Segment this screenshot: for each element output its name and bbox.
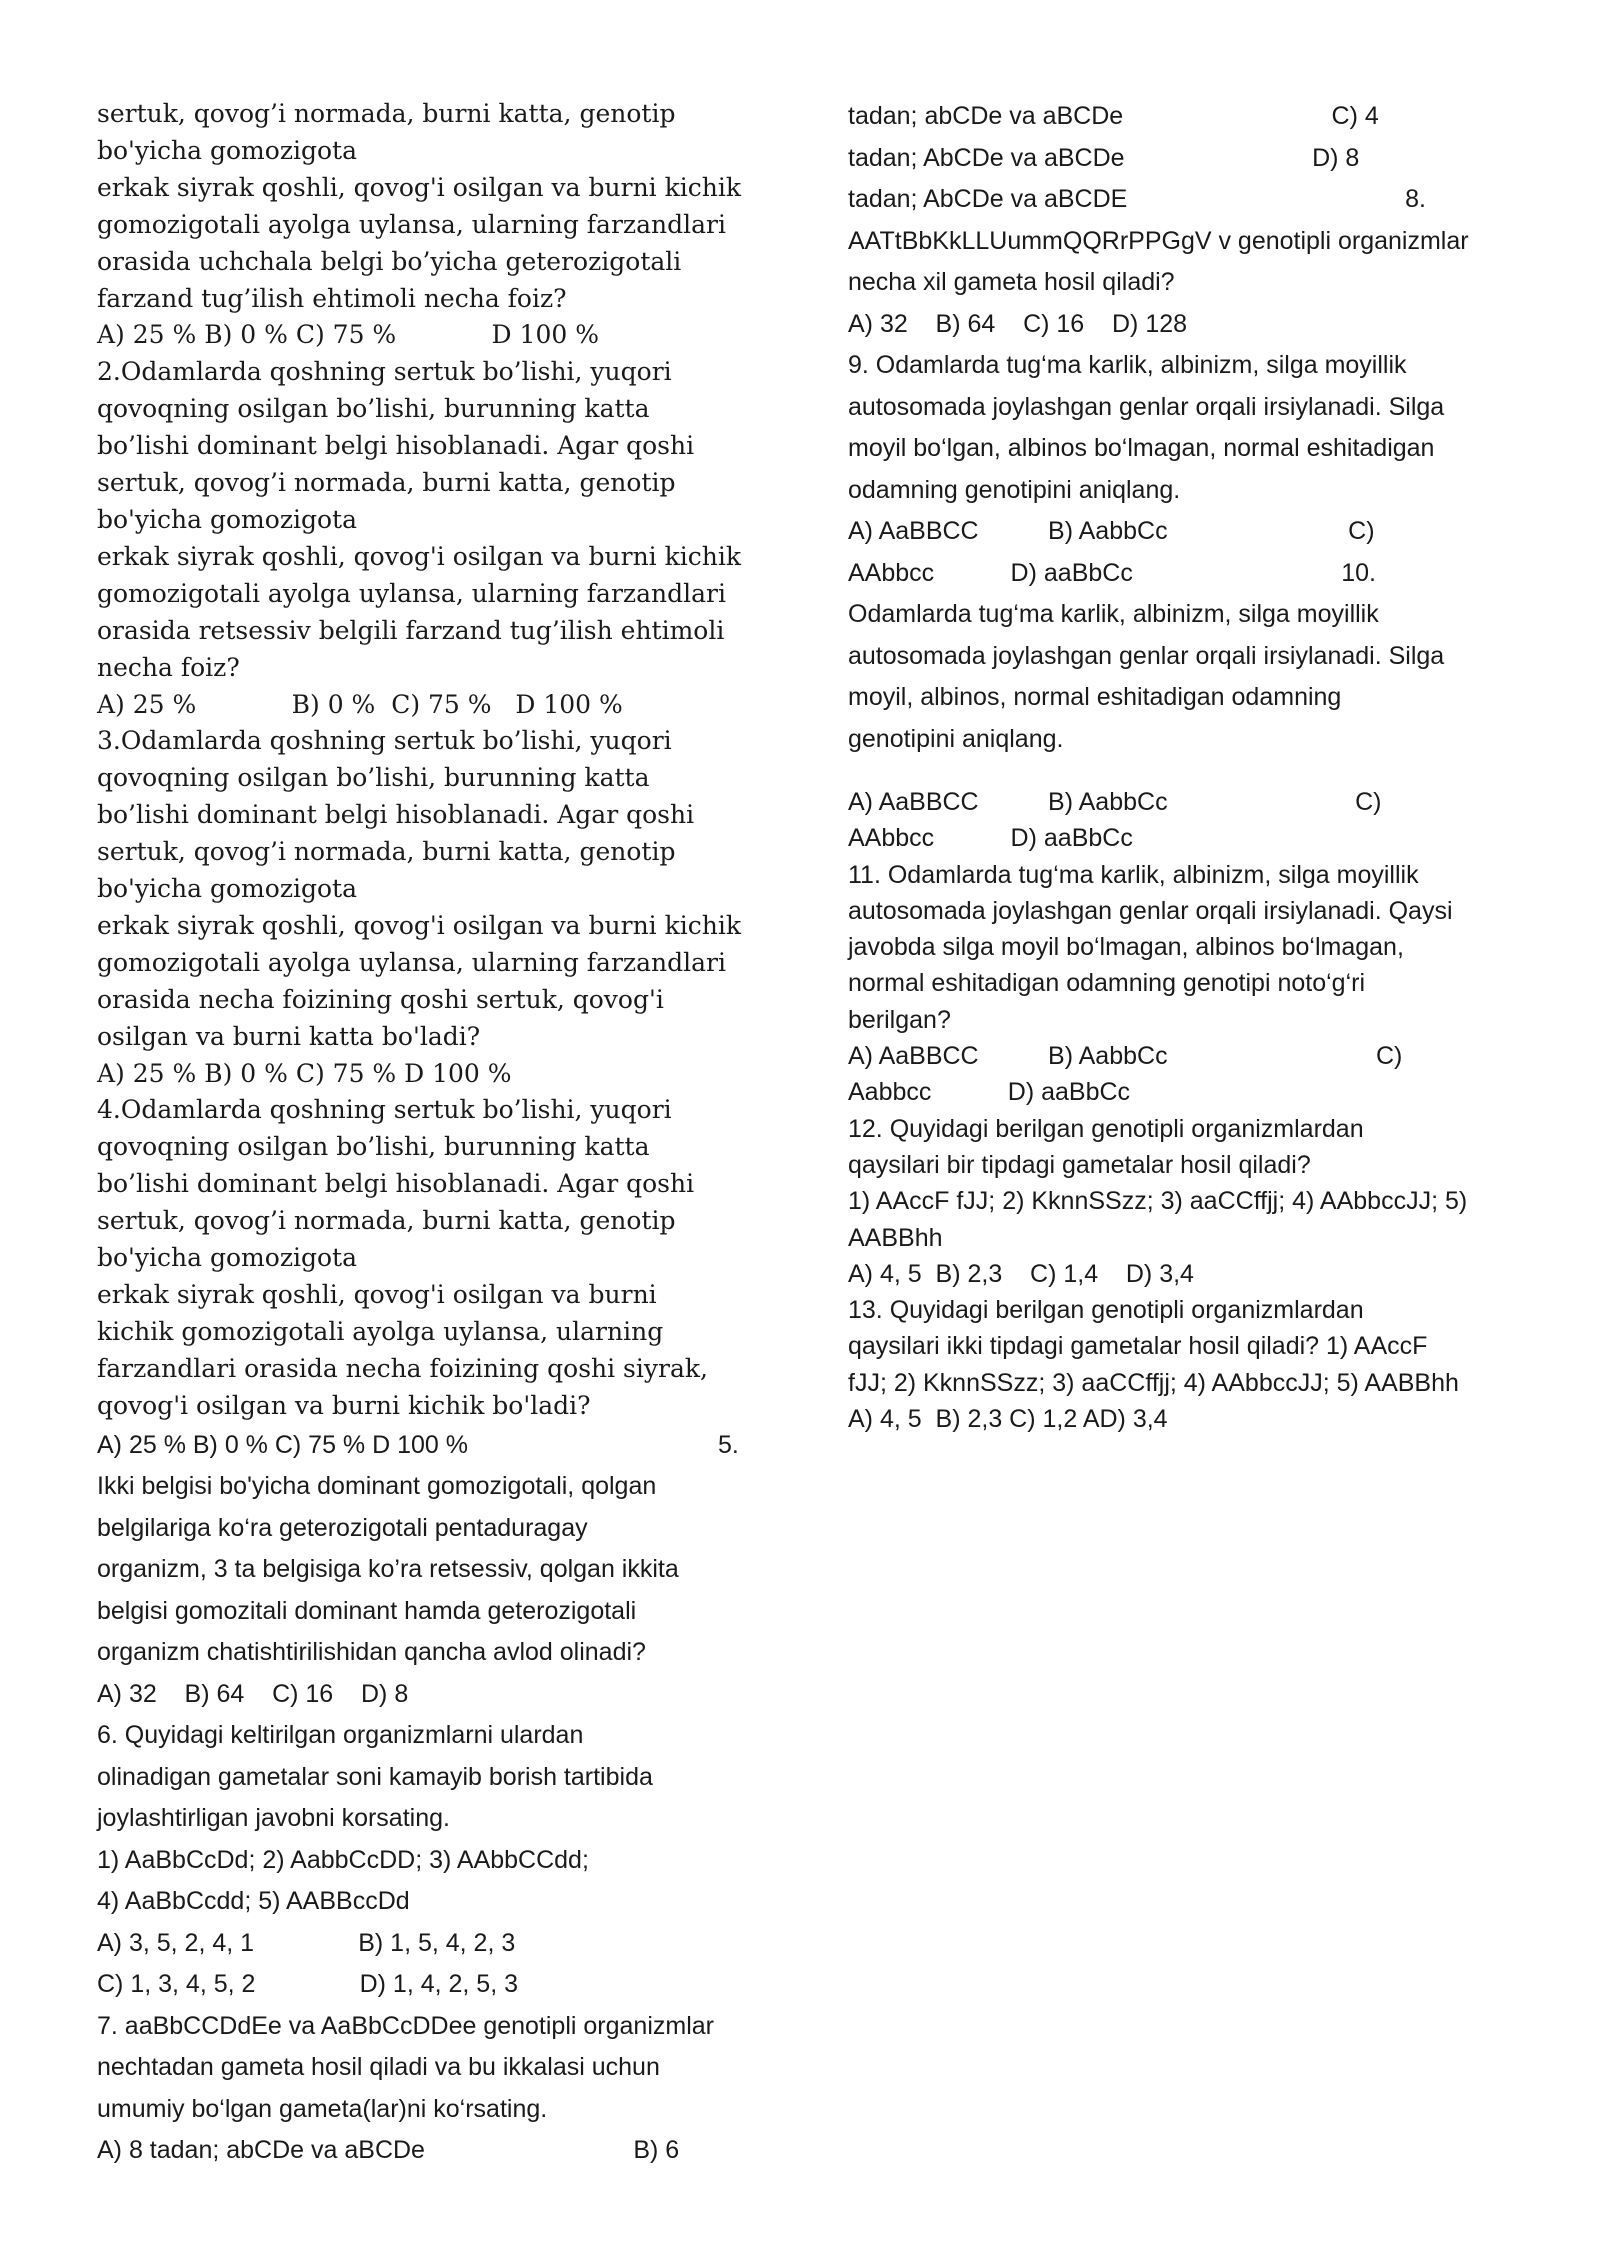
text-line: bo’lishi dominant belgi hisoblanadi. Agar qoshi bbox=[97, 431, 695, 461]
text-line: umumiy bo‘lgan gameta(lar)ni ko‘rsating. bbox=[97, 2094, 548, 2123]
text-line: joylashtirligan javobni korsating. bbox=[97, 1804, 450, 1833]
text-line: A) AaBBCC B) AabbCc C) bbox=[848, 1042, 1403, 1071]
text-line: A) 25 % B) 0 % C) 75 % D 100 % bbox=[97, 1058, 512, 1088]
text-line: bo'yicha gomozigota bbox=[97, 874, 357, 904]
text-line: kichik gomozigotali ayolga uylansa, ularning bbox=[97, 1316, 664, 1346]
text-line: necha foiz? bbox=[97, 652, 240, 682]
text-line: erkak siyrak qoshli, qovog'i osilgan va burni kichik bbox=[97, 541, 742, 571]
text-line: necha xil gameta hosil qiladi? bbox=[848, 268, 1175, 296]
text-line: 3.Odamlarda qoshning sertuk bo’lishi, yuqori bbox=[97, 726, 672, 756]
text-line: A) 32 B) 64 C) 16 D) 128 bbox=[848, 309, 1188, 338]
text-line: sertuk, qovog’i normada, burni katta, genotip bbox=[97, 99, 676, 128]
text-line: 13. Quyidagi berilgan genotipli organizmlardan bbox=[848, 1296, 1364, 1325]
text-line: 4) AaBbCcdd; 5) AABBccDd bbox=[97, 1887, 410, 1916]
text-line: belgisi gomozitali dominant hamda geterozigotali bbox=[97, 1596, 637, 1625]
text-line: 11. Odamlarda tug‘ma karlik, albinizm, silga moyillik bbox=[848, 860, 1419, 889]
text-line: Ikki belgisi bo'yicha dominant gomozigotali, qolgan bbox=[97, 1472, 657, 1501]
text-line: A) 25 % B) 0 % C) 75 % D 100 % 5. bbox=[97, 1430, 739, 1459]
text-line: AAbbcc D) aaBbCc bbox=[848, 824, 1133, 853]
text-line: erkak siyrak qoshli, qovog'i osilgan va burni bbox=[97, 1280, 657, 1309]
text-line: osilgan va burni katta bo'ladi? bbox=[97, 1021, 481, 1051]
text-line: normal eshitadigan odamning genotipi noto‘g‘ri bbox=[848, 969, 1366, 998]
left-sans-block bbox=[97, 1425, 757, 2172]
text-line: bo’lishi dominant belgi hisoblanadi. Agar qoshi bbox=[97, 1169, 695, 1199]
text-line: A) AaBBCC B) AabbCc C) bbox=[848, 517, 1375, 545]
text-line: 4.Odamlarda qoshning sertuk bo’lishi, yuqori bbox=[97, 1095, 672, 1125]
text-line: sertuk, qovog’i normada, burni katta, genotip bbox=[97, 1206, 676, 1236]
text-line: fJJ; 2) KknnSSzz; 3) aaCCffjj; 4) AAbbccJJ; 5) AABBhh bbox=[848, 1368, 1459, 1397]
text-line: tadan; AbCDe va aBCDE 8. bbox=[848, 185, 1427, 213]
text-line: belgilariga ko‘ra geterozigotali pentaduragay bbox=[97, 1513, 588, 1542]
text-line: A) AaBBCC B) AabbCc C) bbox=[848, 788, 1382, 816]
text-line: 6. Quyidagi keltirilgan organizmlarni ulardan bbox=[97, 1721, 584, 1750]
text-line: 7. aaBbCCDdEe va AaBbCcDDee genotipli organizmlar bbox=[97, 2011, 714, 2040]
text-line: A) 25 % B) 0 % C) 75 % D 100 % bbox=[97, 320, 599, 350]
text-line: berilgan? bbox=[848, 1005, 951, 1034]
text-line: qovoqning osilgan bo’lishi, burunning katta bbox=[97, 1132, 650, 1162]
text-line: AABBhh bbox=[848, 1223, 943, 1252]
right-wide-block bbox=[848, 96, 1508, 760]
text-line: moyil bo‘lgan, albinos bo‘lmagan, normal eshitadigan bbox=[848, 434, 1435, 462]
text-line: A) 32 B) 64 C) 16 D) 8 bbox=[97, 1679, 409, 1708]
text-line: C) 1, 3, 4, 5, 2 D) 1, 4, 2, 5, 3 bbox=[97, 1970, 519, 1999]
paragraph-gap bbox=[848, 760, 1508, 784]
text-line: qovoqning osilgan bo’lishi, burunning katta bbox=[97, 394, 650, 424]
text-line: 2.Odamlarda qoshning sertuk bo’lishi, yuqori bbox=[97, 357, 672, 387]
left-serif-block bbox=[97, 96, 757, 1425]
text-line: olinadigan gametalar soni kamayib borish tartibida bbox=[97, 1762, 653, 1791]
text-line: AAbbcc D) aaBbCc 10. bbox=[848, 558, 1376, 587]
text-line: 12. Quyidagi berilgan genotipli organizmlardan bbox=[848, 1114, 1364, 1143]
text-line: tadan; AbCDe va aBCDe D) 8 bbox=[848, 143, 1360, 172]
right-tight-block bbox=[848, 784, 1508, 1437]
text-line: qovog'i osilgan va burni kichik bo'ladi? bbox=[97, 1390, 591, 1420]
text-line: autosomada joylashgan genlar orqali irsiylanadi. Qaysi bbox=[848, 896, 1453, 925]
text-line: A) 4, 5 B) 2,3 C) 1,4 D) 3,4 bbox=[848, 1259, 1194, 1288]
text-line: moyil, albinos, normal eshitadigan odamning bbox=[848, 683, 1342, 711]
text-line: orasida necha foizining qoshi sertuk, qovog'i bbox=[97, 984, 664, 1014]
text-line: AATtBbKkLLUummQQRrPPGgV v genotipli organizmlar bbox=[848, 226, 1469, 255]
text-line: Odamlarda tug‘ma karlik, albinizm, silga moyillik bbox=[848, 600, 1379, 628]
text-line: gomozigotali ayolga uylansa, ularning farzandlari bbox=[97, 947, 726, 977]
text-line: qovoqning osilgan bo’lishi, burunning katta bbox=[97, 763, 650, 793]
text-line: sertuk, qovog’i normada, burni katta, genotip bbox=[97, 468, 676, 498]
text-line: sertuk, qovog’i normada, burni katta, genotip bbox=[97, 837, 676, 867]
text-line: tadan; abCDe va aBCDe C) 4 bbox=[848, 102, 1379, 130]
text-line: qaysilari bir tipdagi gametalar hosil qiladi? bbox=[848, 1150, 1311, 1179]
right-column bbox=[848, 96, 1508, 1437]
text-line: erkak siyrak qoshli, qovog'i osilgan va burni kichik bbox=[97, 172, 742, 202]
text-line: 1) AAccF fJJ; 2) KknnSSzz; 3) aaCCffjj; 4) AAbbccJJ; 5) bbox=[848, 1187, 1468, 1216]
text-line: gomozigotali ayolga uylansa, ularning farzandlari bbox=[97, 578, 726, 608]
text-line: A) 3, 5, 2, 4, 1 B) 1, 5, 4, 2, 3 bbox=[97, 1928, 516, 1957]
text-line: A) 8 tadan; abCDe va aBCDe B) 6 bbox=[97, 2136, 680, 2165]
text-line: 9. Odamlarda tug‘ma karlik, albinizm, silga moyillik bbox=[848, 351, 1407, 379]
text-line: farzand tug’ilish ehtimoli necha foiz? bbox=[97, 283, 567, 313]
text-line: organizm, 3 ta belgisiga ko’ra retsessiv, qolgan ikkita bbox=[97, 1555, 679, 1584]
text-line: A) 25 % B) 0 % C) 75 % D 100 % bbox=[97, 689, 623, 719]
text-line: gomozigotali ayolga uylansa, ularning farzandlari bbox=[97, 209, 726, 239]
text-line: genotipini aniqlang. bbox=[848, 724, 1064, 753]
text-line: farzandlari orasida necha foizining qoshi siyrak, bbox=[97, 1353, 708, 1383]
text-line: qaysilari ikki tipdagi gametalar hosil qiladi? 1) AAccF bbox=[848, 1332, 1428, 1361]
text-line: bo'yicha gomozigota bbox=[97, 504, 357, 534]
text-line: 1) AaBbCcDd; 2) AabbCcDD; 3) AAbbCCdd; bbox=[97, 1845, 589, 1874]
text-line: javobda silga moyil bo‘lmagan, albinos bo‘lmagan, bbox=[848, 933, 1404, 962]
text-line: bo'yicha gomozigota bbox=[97, 135, 357, 165]
text-line: bo’lishi dominant belgi hisoblanadi. Agar qoshi bbox=[97, 800, 695, 830]
left-column bbox=[97, 96, 757, 2172]
text-line: nechtadan gameta hosil qiladi va bu ikkalasi uchun bbox=[97, 2053, 660, 2082]
text-line: erkak siyrak qoshli, qovog'i osilgan va burni kichik bbox=[97, 910, 742, 940]
text-line: odamning genotipini aniqlang. bbox=[848, 475, 1181, 504]
text-line: orasida retsessiv belgili farzand tug’ilish ehtimoli bbox=[97, 615, 725, 645]
text-line: autosomada joylashgan genlar orqali irsiylanadi. Silga bbox=[848, 392, 1445, 421]
text-line: A) 4, 5 B) 2,3 C) 1,2 AD) 3,4 bbox=[848, 1405, 1168, 1434]
text-line: bo'yicha gomozigota bbox=[97, 1243, 357, 1273]
text-line: orasida uchchala belgi bo’yicha geterozigotali bbox=[97, 246, 682, 276]
text-line: organizm chatishtirilishidan qancha avlod olinadi? bbox=[97, 1638, 646, 1667]
text-line: Aabbcc D) aaBbCc bbox=[848, 1078, 1131, 1107]
text-line: autosomada joylashgan genlar orqali irsiylanadi. Silga bbox=[848, 641, 1445, 670]
